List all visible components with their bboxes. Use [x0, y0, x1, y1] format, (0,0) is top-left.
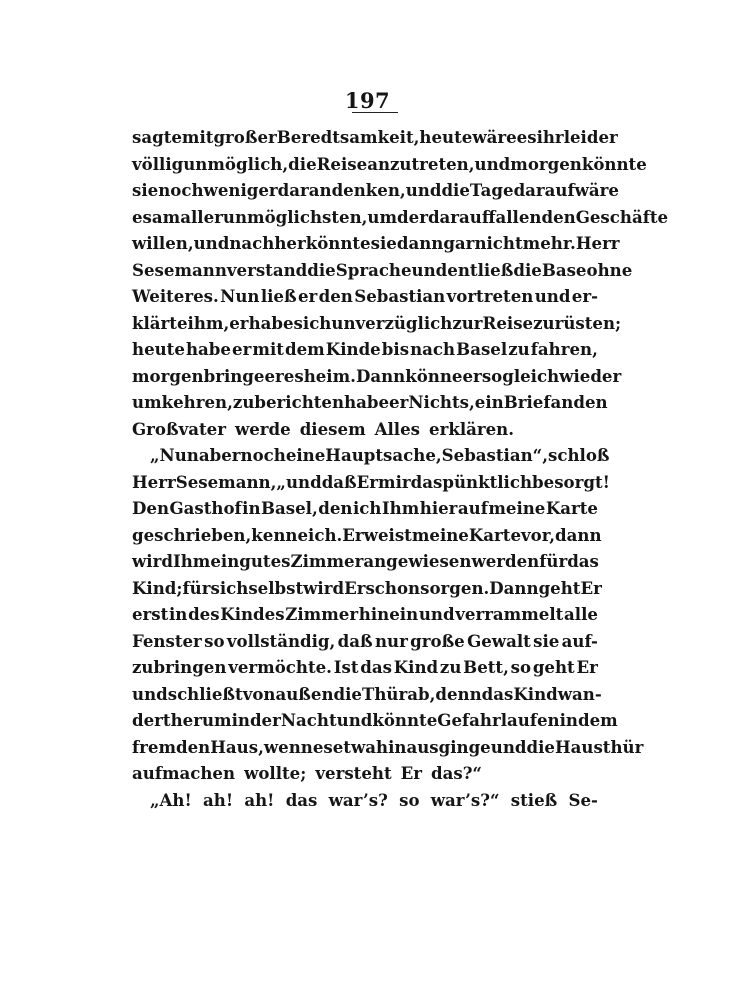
word: den	[318, 286, 353, 306]
word: ließ	[260, 286, 297, 306]
text-line	[132, 601, 598, 628]
word: Beredtsamkeit,	[276, 127, 420, 147]
word: das?“	[431, 763, 482, 783]
word: er-	[571, 286, 598, 306]
word: Thür	[361, 683, 408, 704]
word: pünktlich	[442, 471, 533, 492]
word: ah!	[203, 789, 234, 810]
word: von	[242, 683, 276, 704]
word: „Ah!	[150, 789, 192, 810]
word: wäre	[472, 127, 517, 147]
word: vollständig,	[226, 630, 336, 651]
word: Sprache	[335, 259, 412, 280]
word: unmöglich,	[183, 153, 289, 174]
word: und	[474, 153, 511, 174]
word: Kindes	[220, 604, 285, 624]
word: weniger	[203, 180, 278, 200]
header-rule	[352, 112, 398, 113]
word: war’s?“	[430, 789, 500, 810]
word: ich	[352, 498, 382, 518]
text-line	[132, 522, 602, 549]
word: diesem	[299, 418, 366, 439]
word: er	[264, 365, 284, 386]
word: Sebastian	[354, 286, 446, 306]
word: Sebastian“,	[441, 445, 549, 465]
word: nicht	[474, 233, 523, 253]
text-line	[132, 495, 598, 522]
word: geschrieben,	[132, 524, 252, 545]
word: es	[516, 127, 537, 147]
word: dert	[132, 710, 171, 730]
word: Er	[342, 524, 364, 545]
word: Gasthof	[169, 498, 242, 518]
word: Ist	[333, 657, 359, 677]
word: geht	[532, 657, 575, 677]
word: willen,	[132, 233, 194, 253]
word: in	[169, 604, 188, 624]
word: angewiesen	[363, 551, 472, 571]
word: mehr.	[522, 233, 576, 253]
word: zu	[508, 339, 530, 359]
word: Kind;	[132, 577, 183, 598]
word: und	[132, 683, 168, 704]
word: fahren,	[530, 339, 598, 359]
word: er	[297, 286, 318, 306]
word: für	[539, 551, 568, 571]
word: Kind	[513, 683, 558, 704]
word: geht	[538, 577, 581, 598]
word: herum	[170, 710, 232, 730]
word: es	[283, 365, 304, 386]
word: ein	[474, 392, 504, 412]
word: berichten	[254, 392, 345, 412]
word: Er	[400, 763, 423, 783]
word: Basel,	[261, 498, 318, 518]
word: wenn	[263, 736, 313, 757]
word: zu	[533, 312, 555, 333]
word: sorgen.	[420, 577, 490, 598]
text-line	[132, 681, 602, 708]
word: zubringen	[132, 657, 227, 677]
text-line	[132, 442, 610, 469]
word: gar	[443, 233, 475, 253]
word: heim.	[303, 365, 356, 386]
word: fremden	[132, 736, 211, 757]
word: nachher	[229, 233, 306, 253]
word: es	[312, 736, 333, 757]
word: morgen	[510, 153, 582, 174]
word: auf-	[561, 630, 598, 651]
word: sogleich	[481, 365, 560, 386]
word: noch	[158, 180, 204, 200]
word: es	[132, 206, 152, 227]
word: und	[418, 604, 455, 624]
word: daran	[277, 180, 332, 200]
word: Nacht	[280, 710, 337, 730]
text-line	[132, 654, 598, 681]
word: daß	[337, 630, 373, 651]
text-line	[132, 363, 622, 390]
word: Dann	[489, 577, 539, 598]
word: könnte	[305, 233, 371, 253]
word: er	[229, 312, 249, 333]
word: Se-	[568, 789, 598, 810]
word: in	[559, 710, 578, 730]
word: sich	[210, 577, 249, 598]
word: Den	[132, 498, 170, 518]
word: die	[513, 259, 542, 280]
word: den	[573, 392, 608, 412]
word: Großvater	[132, 418, 226, 439]
word: habe	[248, 312, 294, 333]
word: und	[411, 259, 448, 280]
word: war’s?	[328, 789, 388, 810]
word: Haus,	[210, 736, 264, 757]
word: Fenster	[132, 630, 202, 651]
word: stieß	[510, 789, 558, 810]
word: ihr	[536, 127, 564, 147]
word: wird	[132, 551, 173, 571]
word: werden	[471, 551, 540, 571]
word: das	[285, 789, 318, 810]
word: nur	[374, 630, 408, 651]
text-line	[132, 416, 598, 443]
word: hinausginge	[376, 736, 491, 757]
word: heute	[419, 127, 473, 147]
word: vermöchte.	[228, 657, 332, 677]
word: meine	[411, 524, 469, 545]
word: Herr	[132, 471, 176, 492]
word: denken,	[331, 180, 406, 200]
word: in	[231, 710, 250, 730]
word: kenne	[251, 524, 309, 545]
word: Bett,	[463, 657, 509, 677]
word: sie	[132, 180, 159, 200]
word: bringe	[203, 365, 265, 386]
word: könnte	[581, 153, 647, 174]
word: und	[534, 286, 571, 306]
word: wäre	[574, 180, 619, 200]
word: und	[490, 736, 527, 757]
word: Nun	[220, 286, 260, 306]
word: Nichts,	[408, 392, 475, 412]
word: weist	[363, 524, 412, 545]
word: Tage	[469, 180, 514, 200]
word: die	[526, 736, 555, 757]
word: Geschäfte	[575, 206, 669, 227]
word: so	[510, 657, 532, 677]
word: ah!	[244, 789, 275, 810]
word: das	[567, 551, 599, 571]
word: am	[151, 206, 181, 227]
text-line	[132, 336, 598, 363]
text-line	[132, 787, 598, 814]
word: erst	[132, 604, 169, 624]
word: ich.	[308, 524, 343, 545]
word: der	[249, 710, 281, 730]
word: heute	[132, 339, 185, 359]
word: das	[410, 471, 443, 492]
word: Karte	[545, 498, 598, 518]
word: könne	[405, 365, 463, 386]
word: dem	[285, 339, 325, 359]
word: darauf	[513, 180, 575, 200]
word: um	[367, 206, 398, 227]
word: wieder	[559, 365, 622, 386]
word: Kind	[393, 657, 439, 677]
text-line	[132, 575, 602, 602]
word: Reise	[482, 312, 534, 333]
word: wird	[303, 577, 345, 598]
word: Basel	[456, 339, 508, 359]
word: anzutreten,	[367, 153, 475, 174]
word: unverzüglich	[331, 312, 453, 333]
word: Reise	[316, 153, 368, 174]
text-line	[132, 283, 598, 310]
word: das	[360, 657, 392, 677]
word: zur	[452, 312, 483, 333]
word: etwa	[332, 736, 377, 757]
word: Brief	[503, 392, 551, 412]
word: wan-	[557, 683, 602, 704]
word: Er	[356, 471, 379, 492]
word: habe	[185, 339, 231, 359]
word: Hauptsache,	[325, 445, 442, 465]
text-line	[132, 124, 618, 151]
word: könnte	[372, 710, 438, 730]
body-text	[132, 124, 669, 813]
word: „Nun	[150, 445, 199, 465]
word: leider	[563, 127, 618, 147]
word: alle	[564, 604, 598, 624]
word: sich	[293, 312, 332, 333]
word: sagte	[132, 127, 182, 147]
text-line	[132, 389, 608, 416]
word: außen	[275, 683, 334, 704]
word: laufen	[500, 710, 560, 730]
word: Zimmer	[285, 604, 359, 624]
word: selbst	[248, 577, 304, 598]
word: werde	[234, 418, 291, 439]
word: sie	[533, 630, 560, 651]
word: ab,	[407, 683, 436, 704]
word: rüsten;	[554, 312, 622, 333]
text-line	[132, 151, 647, 178]
text-line	[132, 707, 618, 734]
word: bis	[381, 339, 410, 359]
word: meine	[488, 498, 546, 518]
word: erklären.	[429, 418, 515, 439]
word: mit	[181, 127, 214, 147]
word: Er	[344, 577, 366, 598]
word: die	[307, 259, 336, 280]
word: Karte	[468, 524, 522, 545]
word: die	[288, 153, 317, 174]
word: Er	[580, 577, 602, 598]
word: wollte;	[244, 763, 307, 783]
word: und	[336, 710, 373, 730]
word: in	[242, 498, 261, 518]
word: „und	[276, 471, 322, 492]
word: versteht	[315, 763, 392, 783]
word: Base	[541, 259, 587, 280]
word: umkehren,	[132, 392, 233, 412]
word: zu	[232, 392, 255, 412]
text-line	[132, 628, 598, 655]
word: vortreten	[446, 286, 534, 306]
word: allerunmöglichsten,	[180, 206, 368, 227]
word: besorgt!	[532, 471, 610, 492]
word: hinein	[358, 604, 419, 624]
text-line	[132, 177, 619, 204]
word: Hausthür	[554, 736, 644, 757]
word: an	[550, 392, 574, 412]
word: er	[462, 365, 482, 386]
text-line	[132, 469, 610, 496]
word: und	[193, 233, 230, 253]
word: die	[333, 683, 362, 704]
text-line	[132, 230, 620, 257]
text-line	[132, 204, 669, 231]
text-line	[132, 257, 633, 284]
word: mit	[252, 339, 284, 359]
word: schon	[365, 577, 421, 598]
word: die	[441, 180, 470, 200]
word: ihm,	[187, 312, 230, 333]
word: habe	[344, 392, 390, 412]
word: darauffallenden	[427, 206, 576, 227]
word: entließ	[447, 259, 514, 280]
word: verstand	[226, 259, 308, 280]
word: ohne	[586, 259, 633, 280]
word: dann	[555, 524, 602, 545]
word: gutes	[239, 551, 291, 571]
text-line	[132, 734, 644, 761]
word: nach	[410, 339, 456, 359]
word: für	[182, 577, 211, 598]
word: so	[399, 789, 420, 810]
word: morgen	[132, 365, 204, 386]
word: Sesemann,	[175, 471, 277, 492]
word: ein	[210, 551, 240, 571]
word: Gefahr	[437, 710, 501, 730]
word: Weiteres.	[132, 286, 219, 306]
text-line	[132, 548, 598, 575]
word: er	[389, 392, 409, 412]
word: Ihm	[381, 498, 420, 518]
word: den	[318, 498, 353, 518]
word: mir	[378, 471, 411, 492]
word: so	[204, 630, 225, 651]
word: zu	[439, 657, 462, 677]
word: Sesemann	[132, 259, 227, 280]
word: Er	[576, 657, 598, 677]
word: klärte	[132, 312, 188, 333]
word: Dann	[355, 365, 406, 386]
text-line	[132, 310, 622, 337]
word: eine	[285, 445, 326, 465]
word: große	[410, 630, 465, 651]
word: und	[405, 180, 442, 200]
word: schloß	[548, 445, 610, 465]
word: aber	[198, 445, 241, 465]
word: das	[481, 683, 514, 704]
word: aufmachen	[132, 763, 236, 783]
word: auf	[457, 498, 488, 518]
word: Herr	[575, 233, 620, 253]
word: des	[188, 604, 220, 624]
word: Ihm	[172, 551, 211, 571]
word: Alles	[374, 418, 421, 439]
word: sie	[370, 233, 397, 253]
word: er	[232, 339, 252, 359]
page-number: 197	[344, 88, 391, 113]
word: Kinde	[325, 339, 381, 359]
word: der	[397, 206, 428, 227]
word: dann	[396, 233, 444, 253]
word: Gewalt	[467, 630, 531, 651]
text-line	[132, 760, 598, 787]
word: verrammelt	[455, 604, 564, 624]
word: noch	[240, 445, 286, 465]
word: daß	[321, 471, 357, 492]
word: Zimmer	[290, 551, 364, 571]
word: dem	[577, 710, 618, 730]
word: schließt	[167, 683, 243, 704]
word: völlig	[132, 153, 184, 174]
word: hier	[419, 498, 458, 518]
word: großer	[213, 127, 277, 147]
word: denn	[435, 683, 482, 704]
word: vor,	[521, 524, 556, 545]
